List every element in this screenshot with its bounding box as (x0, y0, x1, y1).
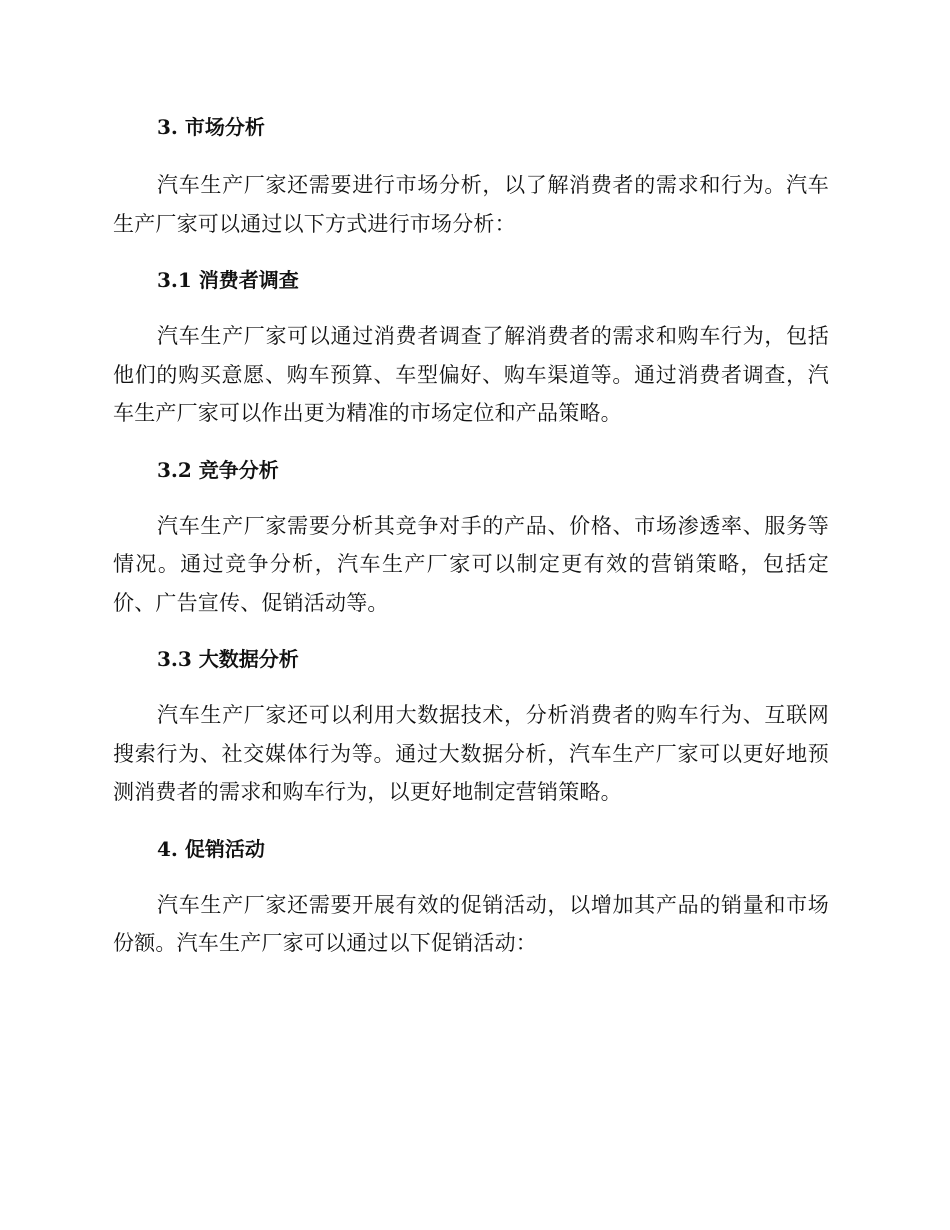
document-body (113, 108, 829, 963)
section-paragraph-big-data-analysis: 汽车生产厂家还可以利用大数据技术，分析消费者的购车行为、互联网搜索行为、社交媒体行为等。通过大数据分析，汽车生产厂家可以更好地预测消费者的需求和购车行为，以更好地制定营销策略。 (113, 703, 829, 804)
section-heading-consumer-survey: 3.1 消费者调查 (157, 268, 299, 292)
section-paragraph-promotions: 汽车生产厂家还需要开展有效的促销活动，以增加其产品的销量和市场份额。汽车生产厂家可以通过以下促销活动： (113, 892, 829, 955)
section-heading-promotions: 4. 促销活动 (157, 836, 265, 861)
section-paragraph-competition-analysis: 汽车生产厂家需要分析其竞争对手的产品、价格、市场渗透率、服务等情况。通过竞争分析，汽车生产厂家可以制定更有效的营销策略，包括定价、广告宣传、促销活动等。 (113, 513, 829, 615)
section-paragraph-market-analysis: 汽车生产厂家还需要进行市场分析，以了解消费者的需求和行为。汽车生产厂家可以通过以下方式进行市场分析： (113, 173, 829, 236)
section-heading-competition-analysis: 3.2 竞争分析 (157, 457, 279, 482)
section-heading-market-analysis: 3. 市场分析 (157, 115, 265, 139)
section-paragraph-consumer-survey: 汽车生产厂家可以通过消费者调查了解消费者的需求和购车行为，包括他们的购买意愿、购车预算、车型偏好、购车渠道等。通过消费者调查，汽车生产厂家可以作出更为精准的市场定位和产品策略。 (113, 324, 829, 425)
section-heading-big-data-analysis: 3.3 大数据分析 (157, 647, 299, 671)
